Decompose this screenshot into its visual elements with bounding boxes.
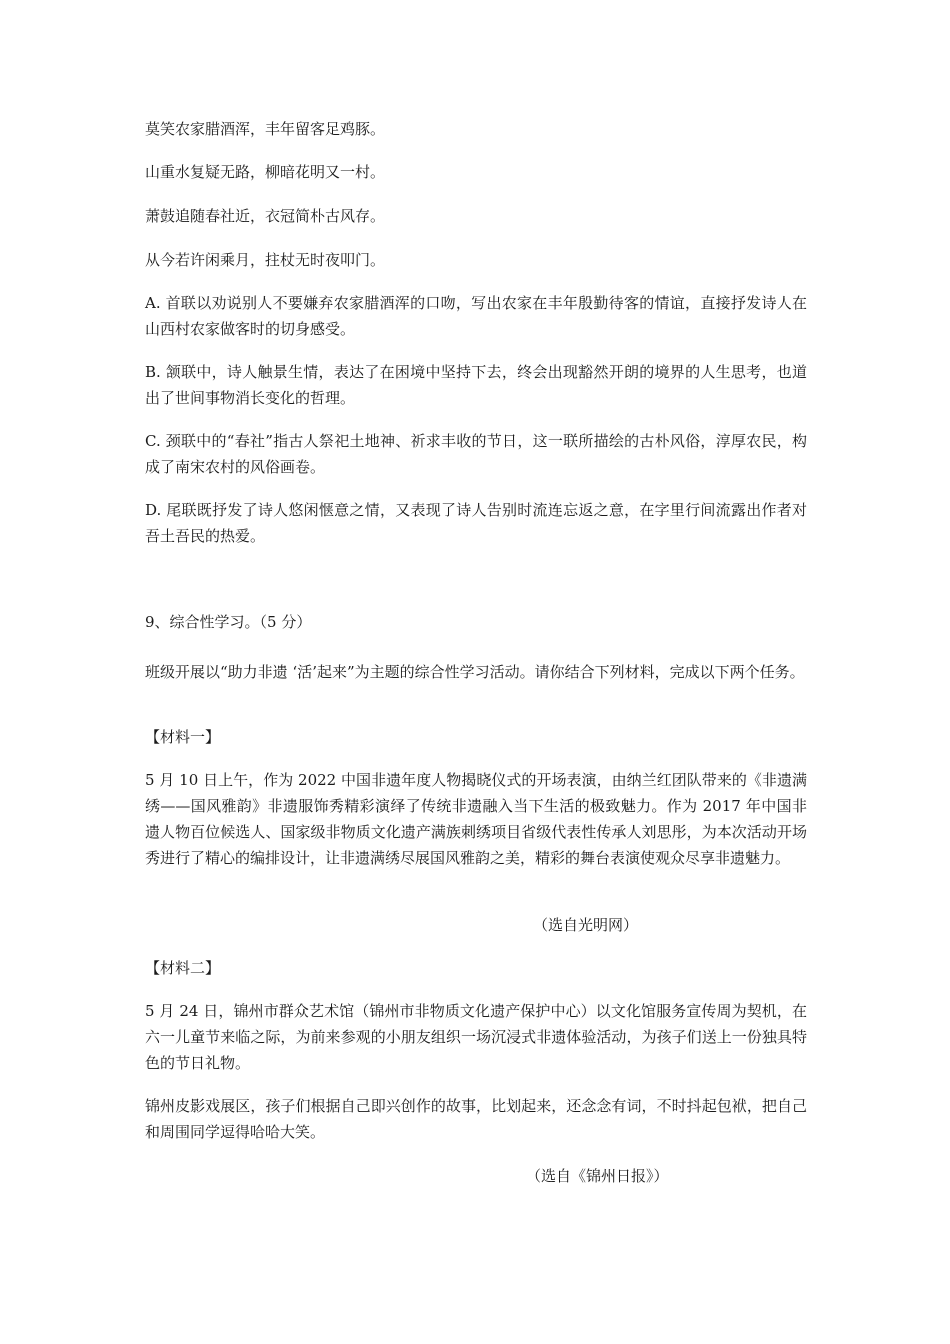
option-d: D. 尾联既抒发了诗人悠闲惬意之情，又表现了诗人告别时流连忘返之意，在字里行间流露出作者对吾土吾民的热爱。 (145, 501, 807, 545)
material-1-label: 【材料一】 (145, 728, 221, 746)
option-a: A. 首联以劝说别人不要嫌弃农家腊酒浑的口吻，写出农家在丰年殷勤待客的情谊，直接抒发诗人在山西村农家做客时的切身感受。 (145, 294, 807, 338)
option-c: C. 颈联中的“春社”指古人祭祀土地神、祈求丰收的节日，这一联所描绘的古朴风俗，淳厚农民，构成了南宋农村的风俗画卷。 (145, 432, 807, 476)
material-2-source: （选自《锦州日报》） (526, 1167, 669, 1185)
poem-line-2: 山重水复疑无路，柳暗花明又一村。 (145, 163, 386, 181)
material-2-label: 【材料二】 (145, 959, 221, 977)
poem-line-3: 萧鼓追随春社近，衣冠简朴古风存。 (145, 207, 386, 225)
question-9-intro: 班级开展以“助力非遗 ‘活’起来”为主题的综合性学习活动。请你结合下列材料，完成以下两个任务。 (145, 663, 805, 681)
material-1-text: 5 月 10 日上午，作为 2022 中国非遗年度人物揭晓仪式的开场表演，由纳兰红团队带来的《非遗满绣——国风雅韵》非遗服饰秀精彩演绎了传统非遗融入当下生活的极致魅力。作为 2017 年中国非遗人物百位候选人、国家级非物质文化遗产满族刺绣项目省级代表性传承人刘思彤，为本次活动开场秀进行了精心的编排设计，让非遗满绣尽展国风雅韵之美，精彩的舞台表演使观众尽享非遗魅力。 (145, 771, 807, 867)
material-2-text-1: 5 月 24 日，锦州市群众艺术馆（锦州市非物质文化遗产保护中心）以文化馆服务宣传周为契机，在六一儿童节来临之际，为前来参观的小朋友组织一场沉浸式非遗体验活动，为孩子们送上一份独具特色的节日礼物。 (145, 1002, 807, 1072)
question-9-heading: 9、综合性学习。（5 分） (145, 613, 312, 631)
poem-line-1: 莫笑农家腊酒浑，丰年留客足鸡豚。 (145, 120, 386, 138)
option-b: B. 颔联中，诗人触景生情，表达了在困境中坚持下去，终会出现豁然开朗的境界的人生思考，也道出了世间事物消长变化的哲理。 (145, 363, 807, 407)
material-2-text-2: 锦州皮影戏展区，孩子们根据自己即兴创作的故事，比划起来，还念念有词，不时抖起包袱，把自己和周围同学逗得哈哈大笑。 (145, 1097, 807, 1141)
poem-line-4: 从今若许闲乘月，拄杖无时夜叩门。 (145, 251, 386, 269)
material-1-source: （选自光明网） (533, 916, 639, 934)
